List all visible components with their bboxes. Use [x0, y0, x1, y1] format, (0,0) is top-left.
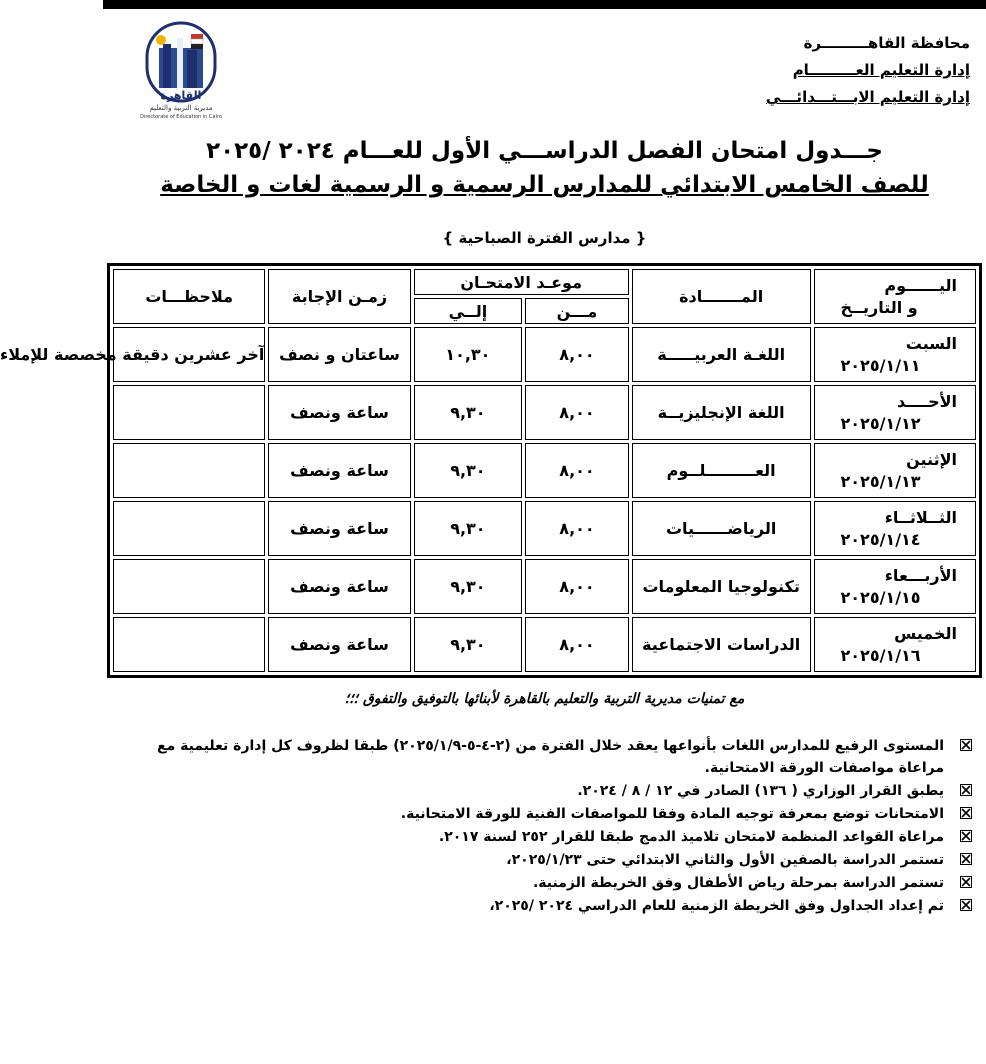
- header-day: اليــــــوم: [884, 275, 957, 295]
- list-item: [122, 780, 972, 802]
- duration-cell: ساعة ونصف: [268, 559, 410, 614]
- table-row: [113, 385, 976, 440]
- subject-cell: العـــــــــلــوم: [632, 443, 811, 498]
- wishes-line: مع تمنيات مديرية التربية والتعليم بالقاهرة لأبنائها بالتوفيق والتفوق ؛؛؛: [344, 691, 745, 707]
- note-text: المستوى الرفيع للمدارس اللغات بأنواعها يعقد خلال الفترة من (٢-٤-٥-٢٠٢٥/١/٩) طبقا لظروف كل إدارة تعليمية مع مراعاة مواصفات الورقة الامتحانية.: [157, 738, 944, 776]
- note-text: تستمر الدراسة بالصفين الأول والثاني الابتدائي حتى ٢٠٢٥/١/٢٣،: [506, 852, 944, 868]
- subject-cell: الدراسات الاجتماعية: [632, 617, 811, 672]
- header-row-1: [113, 269, 976, 295]
- note-text: تستمر الدراسة بمرحلة رياض الأطفال وفق الخريطة الزمنية.: [532, 875, 944, 891]
- subject-cell: اللغـة العربيـــــة: [632, 327, 811, 382]
- list-item: [122, 826, 972, 848]
- list-item: [122, 872, 972, 894]
- general-education-label: إدارة التعليم العـــــــــام: [792, 61, 970, 79]
- note-text: الامتحانات توضع بمعرفة توجيه المادة وفقا للمواصفات الفنية للورقة الامتحانية.: [400, 806, 944, 822]
- day-name: الإثنين: [906, 449, 957, 469]
- subject-cell: الرياضــــــيات: [632, 501, 811, 556]
- notes-list: [122, 735, 972, 918]
- duration-cell: ساعة ونصف: [268, 501, 410, 556]
- header-notes: ملاحظـــات: [113, 269, 265, 324]
- note-text: تم إعداد الجداول وفق الخريطة الزمنية للعام الدراسي ٢٠٢٤ /٢٠٢٥،: [489, 898, 944, 914]
- header-duration: زمـن الإجابة: [268, 269, 410, 324]
- governorate-label: محافظة القاهـــــــــرة: [803, 34, 970, 52]
- table-row: [113, 443, 976, 498]
- note-cell: [113, 559, 265, 614]
- from-cell: ٨,٠٠: [525, 443, 629, 498]
- subject-cell: اللغة الإنجليزيــة: [632, 385, 811, 440]
- duration-cell: ساعة ونصف: [268, 385, 410, 440]
- subject-cell: تكنولوجيا المعلومات: [632, 559, 811, 614]
- day-name: الأحــــد: [896, 391, 957, 411]
- checkbox-icon: [960, 853, 972, 865]
- day-name: الثــلاثــاء: [884, 507, 957, 527]
- from-cell: ٨,٠٠: [525, 385, 629, 440]
- to-cell: ٩,٣٠: [414, 559, 523, 614]
- schedule-subtitle: [103, 172, 986, 198]
- note-cell: [113, 501, 265, 556]
- primary-education-label: إدارة التعليم الابـــتـــدائـــي: [765, 88, 970, 106]
- day-date: ٢٠٢٥/١/١٤: [840, 529, 921, 549]
- note-text: مراعاة القواعد المنظمة لامتحان تلاميذ الدمج طبقا للقرار ٢٥٢ لسنة ٢٠١٧.: [438, 829, 944, 845]
- day-name: الأربـــعاء: [884, 565, 957, 585]
- table-row: [113, 327, 976, 382]
- note-cell: آخر عشرين دقيقة مخصصة للإملاء: [113, 327, 265, 382]
- to-cell: ١٠,٣٠: [414, 327, 523, 382]
- list-item: [122, 895, 972, 917]
- table-row: [113, 501, 976, 556]
- note-cell: [113, 385, 265, 440]
- day-cell: [814, 559, 976, 614]
- day-date: ٢٠٢٥/١/١١: [840, 355, 921, 375]
- note-text: يطبق القرار الوزاري ( ١٣٦) الصادر في ١٢ / ٨ / ٢٠٢٤.: [577, 783, 944, 799]
- checkbox-icon: [960, 739, 972, 751]
- schedule-title: جـــدول امتحان الفصل الدراســـي الأول للعـــام ٢٠٢٤ /٢٠٢٥: [206, 138, 883, 164]
- top-border: [103, 0, 986, 9]
- day-date: ٢٠٢٥/١/١٣: [840, 471, 921, 491]
- checkbox-icon: [960, 784, 972, 796]
- to-cell: ٩,٣٠: [414, 385, 523, 440]
- table-row: [113, 617, 976, 672]
- administration-header: [740, 30, 970, 111]
- header-to: إلــي: [414, 298, 523, 324]
- logo-city-text: القاهرة: [160, 89, 202, 102]
- to-cell: ٩,٣٠: [414, 443, 523, 498]
- header-day-date: [814, 269, 976, 324]
- day-date: ٢٠٢٥/١/١٦: [840, 645, 921, 665]
- day-name: السبت: [905, 333, 957, 353]
- checkbox-icon: [960, 807, 972, 819]
- header-subject: المـــــــادة: [632, 269, 811, 324]
- day-cell: [814, 327, 976, 382]
- from-cell: ٨,٠٠: [525, 559, 629, 614]
- from-cell: ٨,٠٠: [525, 327, 629, 382]
- day-cell: [814, 385, 976, 440]
- day-date: ٢٠٢٥/١/١٢: [840, 413, 921, 433]
- day-date: ٢٠٢٥/١/١٥: [840, 587, 921, 607]
- note-cell: [113, 617, 265, 672]
- from-cell: ٨,٠٠: [525, 617, 629, 672]
- list-item: [122, 849, 972, 871]
- logo-directorate-ar: مديرية التربية والتعليم: [149, 104, 213, 112]
- duration-cell: ساعة ونصف: [268, 617, 410, 672]
- header-date: و التاريــخ: [840, 297, 918, 317]
- checkbox-icon: [960, 899, 972, 911]
- period-label: { مدارس الفترة الصباحية }: [442, 229, 647, 247]
- duration-cell: ساعتان و نصف: [268, 327, 410, 382]
- exam-schedule-table: [0, 263, 982, 678]
- to-cell: ٩,٣٠: [414, 617, 523, 672]
- duration-cell: ساعة ونصف: [268, 443, 410, 498]
- day-cell: [814, 617, 976, 672]
- checkbox-icon: [960, 830, 972, 842]
- schedule-subtitle-text: للصف الخامس الابتدائي للمدارس الرسمية و الرسمية لغات و الخاصة: [160, 172, 929, 198]
- header-from: مـــن: [525, 298, 629, 324]
- day-cell: [814, 501, 976, 556]
- directorate-logo: [133, 20, 228, 122]
- day-name: الخميس: [894, 623, 957, 643]
- list-item: [122, 735, 972, 779]
- logo-directorate-en: Directorate of Education in Cairo: [140, 114, 222, 120]
- note-cell: [113, 443, 265, 498]
- header-exam-time: موعـد الامتحـان: [414, 269, 629, 295]
- checkbox-icon: [960, 876, 972, 888]
- list-item: [122, 803, 972, 825]
- table-row: [113, 559, 976, 614]
- from-cell: ٨,٠٠: [525, 501, 629, 556]
- day-cell: [814, 443, 976, 498]
- to-cell: ٩,٣٠: [414, 501, 523, 556]
